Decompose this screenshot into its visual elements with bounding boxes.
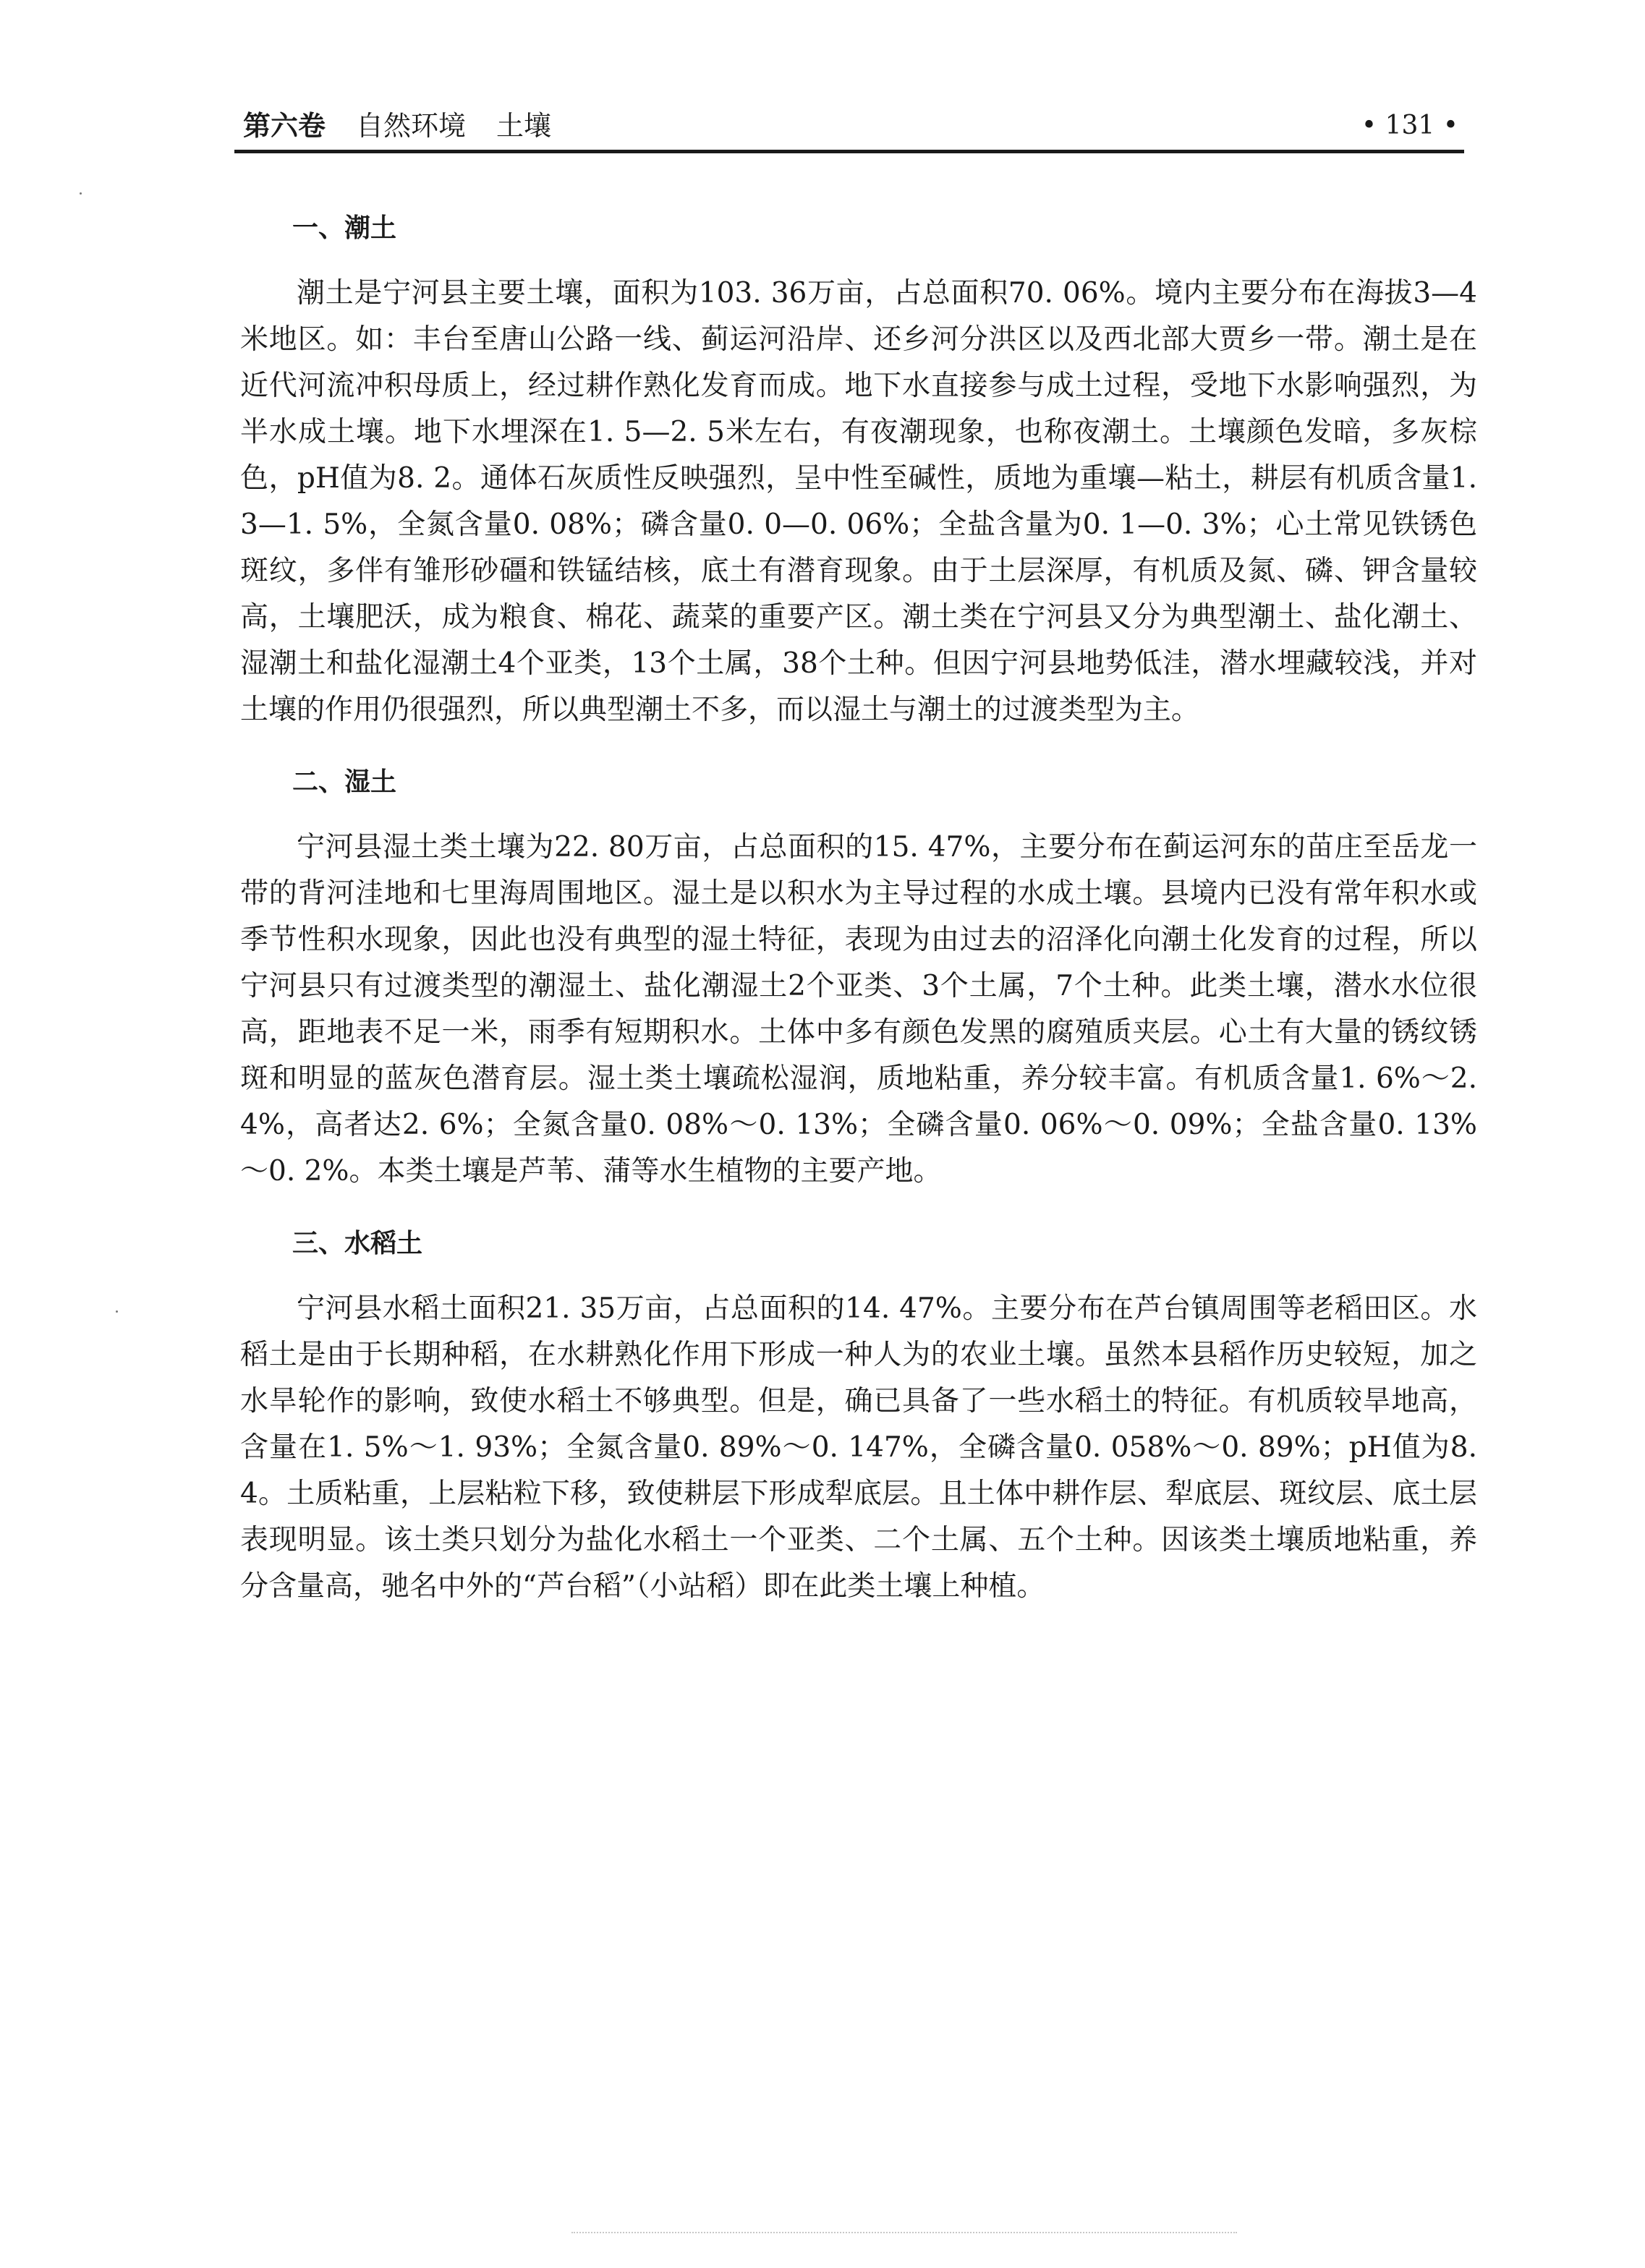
scan-artifact-line: [571, 2232, 1237, 2233]
header-left: [243, 106, 551, 146]
section-label: 自然环境: [356, 110, 467, 142]
running-header: [234, 101, 1464, 153]
page-number: • 131 •: [1361, 111, 1458, 140]
topic-label: 土壤: [496, 110, 552, 142]
scan-speck: [116, 1310, 118, 1313]
scan-speck: [80, 192, 82, 195]
page-content: [240, 202, 1477, 1642]
header-rule: [234, 150, 1464, 153]
section-heading: 二、湿土: [292, 767, 397, 797]
section-chao-tu: [240, 211, 1477, 733]
section-shi-tu: [240, 765, 1477, 1195]
volume-label: 第六卷: [243, 109, 326, 142]
section-paragraph: 宁河县湿土类土壤为22. 80万亩，占总面积的15. 47%，主要分布在蓟运河东的苗庄至岳龙一带的背河洼地和七里海周围地区。湿土是以积水为主导过程的水成土壤。县境内已没有常年积水或季节性积水现象，因此也没有典型的湿土特征，表现为由过去的沼泽化向潮土化发育的过程，所以宁河县只有过渡类型的潮湿土、盐化潮湿土2个亚类、3个土属，7个土种。此类土壤，潜水水位很高，距地表不足一米，雨季有短期积水。土体中多有颜色发黑的腐殖质夹层。心土有大量的锈纹锈斑和明显的蓝灰色潜育层。湿土类土壤疏松湿润，质地粘重，养分较丰富。有机质含量1. 6%～2. 4%，高者达2. 6%；全氮含量0. 08%～0. 13%；全磷含量0. 06%～0. 09%；全盐含量0. 13%～0. 2%。本类土壤是芦苇、蒲等水生植物的主要产地。: [240, 831, 1477, 1188]
section-paragraph: 宁河县水稻土面积21. 35万亩，占总面积的14. 47%。主要分布在芦台镇周围等老稻田区。水稻土是由于长期种稻，在水耕熟化作用下形成一种人为的农业土壤。虽然本县稻作历史较短，加之水旱轮作的影响，致使水稻土不够典型。但是，确已具备了一些水稻土的特征。有机质较旱地高，含量在1. 5%～1. 93%；全氮含量0. 89%～0. 147%，全磷含量0. 058%～0. 89%；pH值为8. 4。土质粘重，上层粘粒下移，致使耕层下形成犁底层。且土体中耕作层、犁底层、斑纹层、底土层表现明显。该土类只划分为盐化水稻土一个亚类、二个土属、五个土种。因该类土壤质地粘重，养分含量高，驰名中外的“芦台稻”（小站稻）即在此类土壤上种植。: [240, 1292, 1477, 1603]
section-paragraph: 潮土是宁河县主要土壤，面积为103. 36万亩，占总面积70. 06%。境内主要分布在海拔3—4米地区。如：丰台至唐山公路一线、蓟运河沿岸、还乡河分洪区以及西北部大贾乡一带。潮土是在近代河流冲积母质上，经过耕作熟化发育而成。地下水直接参与成土过程，受地下水影响强烈，为半水成土壤。地下水埋深在1. 5—2. 5米左右，有夜潮现象，也称夜潮土。土壤颜色发暗，多灰棕色，pH值为8. 2。通体石灰质性反映强烈，呈中性至碱性，质地为重壤—粘土，耕层有机质含量1. 3—1. 5%，全氮含量0. 08%；磷含量0. 0—0. 06%；全盐含量为0. 1—0. 3%；心土常见铁锈色斑纹，多伴有雏形砂礓和铁锰结核，底土有潜育现象。由于土层深厚，有机质及氮、磷、钾含量较高，土壤肥沃，成为粮食、棉花、蔬菜的重要产区。潮土类在宁河县又分为典型潮土、盐化潮土、湿潮土和盐化湿潮土4个亚类，13个土属，38个土种。但因宁河县地势低洼，潜水埋藏较浅，并对土壤的作用仍很强烈，所以典型潮土不多，而以湿土与潮土的过渡类型为主。: [240, 277, 1477, 726]
section-heading: 一、潮土: [292, 213, 397, 243]
section-heading: 三、水稻土: [292, 1229, 423, 1258]
section-shui-dao-tu: [240, 1227, 1477, 1610]
